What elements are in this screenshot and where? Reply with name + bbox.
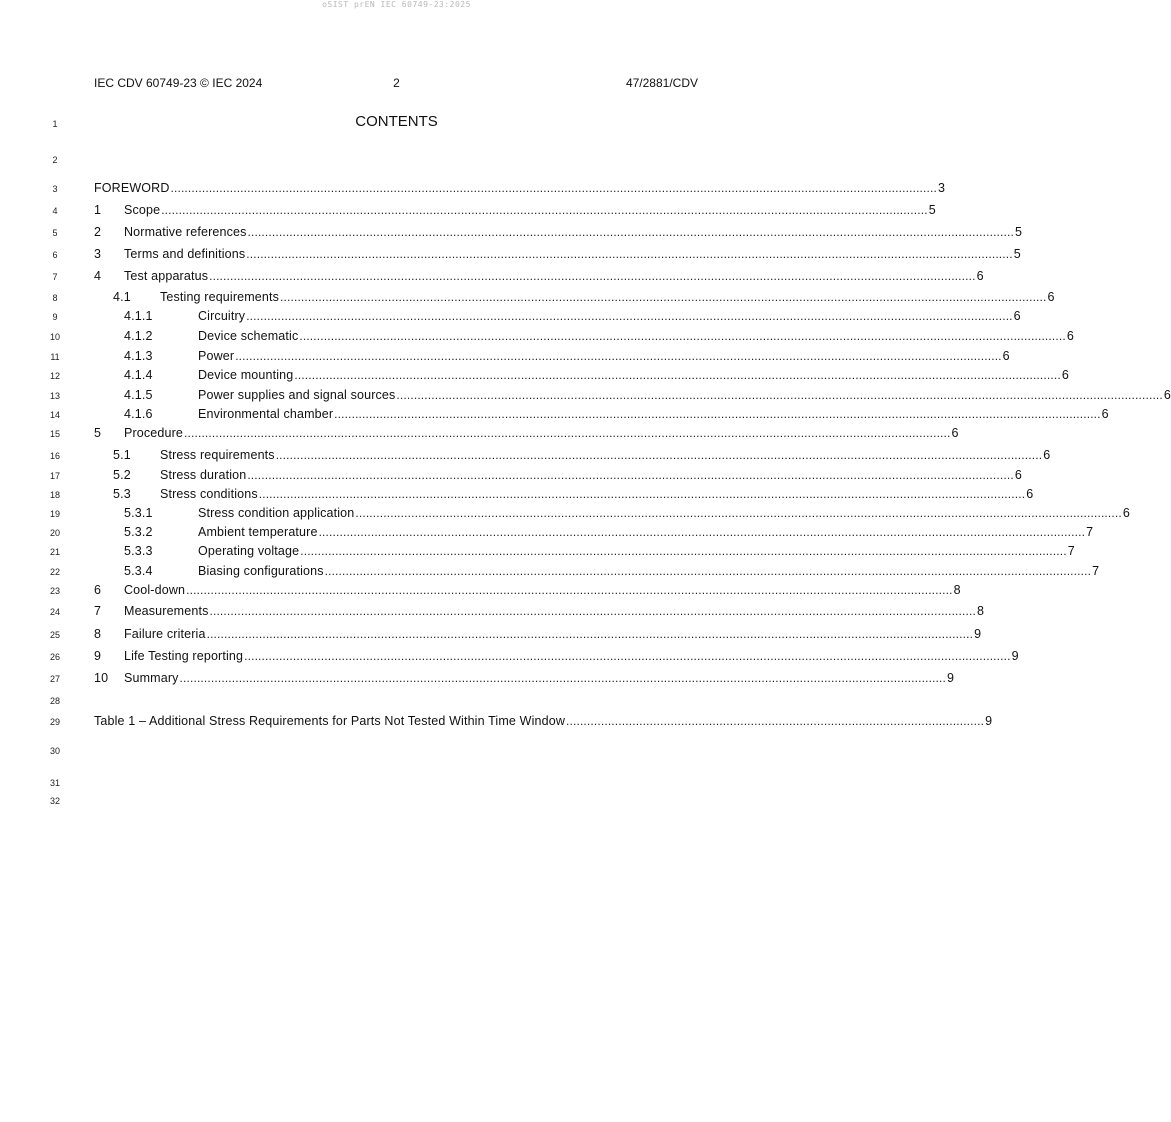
toc-entry-page: 6: [1002, 349, 1010, 363]
toc-entry-number: 4.1.1: [124, 309, 153, 323]
line-number: 6: [52, 250, 58, 260]
toc-entry-title: Procedure: [124, 426, 184, 440]
toc-entry-page: 8: [953, 583, 961, 597]
toc-entry-page: 6: [1014, 468, 1022, 482]
toc-entry-page: 6: [1122, 506, 1130, 520]
toc-entry-title: Device schematic: [198, 329, 299, 343]
toc-entry[interactable]: [94, 269, 984, 285]
line-number: 7: [52, 272, 58, 282]
toc-entry-number: 4.1.4: [124, 368, 153, 382]
toc-entry[interactable]: [124, 329, 1074, 345]
line-number: 32: [49, 796, 60, 806]
line-number: 1: [52, 119, 58, 129]
toc-dot-leader: ............................................................................................................................................................................................................................: [324, 564, 1092, 578]
header-document-code: 47/2881/CDV: [625, 76, 698, 90]
line-number: 5: [52, 228, 58, 238]
toc-entry[interactable]: [94, 181, 946, 197]
toc-entry[interactable]: [124, 525, 1094, 541]
page-title: CONTENTS: [355, 113, 438, 130]
toc-entry-title: Stress conditions: [160, 487, 258, 501]
toc-entry-page: 7: [1086, 525, 1094, 539]
toc-dot-leader: ............................................................................................................................................................................................................................: [280, 290, 1047, 304]
toc-entry[interactable]: [94, 203, 936, 219]
toc-dot-leader: ............................................................................................................................................................................................................................: [299, 329, 1066, 343]
line-number: 8: [52, 293, 58, 303]
line-number: 31: [49, 778, 60, 788]
toc-entry-number: 4.1.2: [124, 329, 153, 343]
toc-entry-page: 5: [1014, 225, 1023, 239]
toc-entry[interactable]: [124, 368, 1069, 384]
toc-entry-number: 5.3.3: [124, 544, 153, 558]
toc-entry-page: 5: [928, 203, 936, 217]
toc-entry-number: 5.2: [113, 468, 131, 482]
toc-entry-page: 6: [1061, 368, 1069, 382]
toc-entry-number: 10: [94, 671, 109, 685]
toc-dot-leader: ............................................................................................................................................................................................................................: [246, 309, 1013, 323]
header-page-number: 2: [393, 76, 400, 90]
line-number: 14: [49, 410, 60, 420]
line-number: 29: [49, 717, 60, 727]
toc-entry-page: 6: [1101, 407, 1109, 421]
toc-entry-title: Scope: [124, 203, 161, 217]
line-number: 13: [49, 391, 60, 401]
toc-entry-title: Normative references: [124, 225, 247, 239]
line-number: 21: [49, 547, 60, 557]
toc-entry-page: 9: [947, 671, 955, 685]
toc-entry-number: 1: [94, 203, 102, 217]
toc-dot-leader: ............................................................................................................................................................................................................................: [247, 225, 1014, 239]
toc-entry[interactable]: [94, 604, 985, 620]
toc-entry[interactable]: [94, 247, 1021, 263]
header-document-id: IEC CDV 60749-23 © IEC 2024: [94, 76, 263, 90]
toc-entry-title: Testing requirements: [160, 290, 280, 304]
toc-entry-number: 2: [94, 225, 102, 239]
line-number: 24: [49, 607, 60, 617]
toc-entry-number: 4.1: [113, 290, 131, 304]
toc-dot-leader: ............................................................................................................................................................................................................................: [355, 506, 1122, 520]
toc-entry-page: 7: [1092, 564, 1100, 578]
toc-dot-leader: ............................................................................................................................................................................................................................: [209, 604, 976, 618]
toc-entry-number: 3: [94, 247, 102, 261]
toc-entry-number: 4.1.6: [124, 407, 153, 421]
line-number: 16: [49, 451, 60, 461]
toc-entry[interactable]: [113, 487, 1034, 503]
toc-dot-leader: ........................................................................................................................: [566, 714, 985, 728]
toc-entry-title: Stress condition application: [198, 506, 355, 520]
toc-dot-leader: ............................................................................................................................................................................................................................: [209, 269, 976, 283]
line-number: 2: [52, 155, 58, 165]
line-number: 11: [50, 352, 60, 362]
toc-dot-leader: ............................................................................................................................................................................................................................: [258, 487, 1026, 501]
line-number: 19: [49, 509, 60, 519]
toc-dot-leader: ............................................................................................................................................................................................................................: [235, 349, 1002, 363]
toc-entry-title: FOREWORD: [94, 181, 170, 195]
toc-entry[interactable]: [124, 506, 1130, 522]
toc-entry-title: Test apparatus: [124, 269, 209, 283]
toc-entry-page: 6: [1047, 290, 1055, 304]
toc-entry-title: Power supplies and signal sources: [198, 388, 396, 402]
toc-dot-leader: ............................................................................................................................................................................................................................: [247, 468, 1014, 482]
toc-entry-title: Summary: [124, 671, 179, 685]
toc-entry-number: 5.3.4: [124, 564, 153, 578]
toc-entry-page: 9: [1011, 649, 1019, 663]
line-number: 15: [49, 429, 60, 439]
toc-entry-title: Stress requirements: [160, 448, 275, 462]
toc-entry-title: Ambient temperature: [198, 525, 318, 539]
toc-dot-leader: ............................................................................................................................................................................................................................: [184, 426, 951, 440]
toc-entry[interactable]: [124, 564, 1100, 580]
toc-entry-page: 7: [1067, 544, 1075, 558]
line-number: 23: [49, 586, 60, 596]
toc-dot-leader: ............................................................................................................................................................................................................................: [179, 671, 947, 685]
line-number: 12: [49, 371, 60, 381]
table-entry-page: 9: [985, 714, 993, 728]
toc-dot-leader: ............................................................................................................................................................................................................................: [186, 583, 953, 597]
toc-entry-number: 6: [94, 583, 102, 597]
toc-entry-page: 6: [1043, 448, 1051, 462]
line-number: 25: [49, 630, 60, 640]
toc-entry[interactable]: [94, 583, 961, 599]
toc-entry-title: Measurements: [124, 604, 209, 618]
line-number: 18: [49, 490, 60, 500]
toc-entry[interactable]: [124, 349, 1010, 365]
line-number: 27: [49, 674, 60, 684]
toc-dot-leader: ............................................................................................................................................................................................................................: [275, 448, 1043, 462]
toc-entry-page: 6: [1026, 487, 1034, 501]
toc-entry-page: 5: [1013, 247, 1021, 261]
line-number: 30: [49, 746, 60, 756]
toc-entry-page: 6: [1066, 329, 1074, 343]
toc-dot-leader: ............................................................................................................................................................................................................................: [318, 525, 1086, 539]
toc-entry[interactable]: [94, 225, 1023, 241]
toc-entry-title: Life Testing reporting: [124, 649, 244, 663]
toc-dot-leader: ............................................................................................................................................................................................................................: [170, 181, 937, 195]
toc-entry-page: 9: [974, 627, 982, 641]
toc-entry-title: Terms and definitions: [124, 247, 246, 261]
toc-entry-number: 4.1.3: [124, 349, 153, 363]
toc-dot-leader: ............................................................................................................................................................................................................................: [334, 407, 1101, 421]
toc-entry-title: Power: [198, 349, 235, 363]
toc-entry-number: 9: [94, 649, 102, 663]
line-number: 26: [49, 652, 60, 662]
toc-entry-title: Operating voltage: [198, 544, 300, 558]
line-number: 20: [49, 528, 60, 538]
line-number: 9: [52, 312, 58, 322]
toc-entry-title: Failure criteria: [124, 627, 206, 641]
toc-dot-leader: ............................................................................................................................................................................................................................: [396, 388, 1163, 402]
toc-entry[interactable]: [113, 290, 1055, 306]
line-number: 17: [49, 471, 60, 481]
toc-entry-page: 6: [1013, 309, 1021, 323]
toc-entry[interactable]: [124, 544, 1075, 560]
toc-entry-page: 3: [937, 181, 946, 195]
watermark: oSIST prEN IEC 60749-23:2025: [322, 0, 471, 9]
toc-entry-title: Circuitry: [198, 309, 246, 323]
line-number: 22: [49, 567, 60, 577]
toc-entry-number: 4.1.5: [124, 388, 153, 402]
toc-dot-leader: ............................................................................................................................................................................................................................: [294, 368, 1061, 382]
table-list-entry[interactable]: [94, 714, 993, 730]
toc-entry[interactable]: [124, 388, 1171, 404]
toc-dot-leader: ............................................................................................................................................................................................................................: [244, 649, 1011, 663]
toc-entry[interactable]: [94, 649, 1019, 665]
toc-dot-leader: ............................................................................................................................................................................................................................: [246, 247, 1013, 261]
toc-entry[interactable]: [94, 426, 959, 442]
toc-entry-number: 5.3.2: [124, 525, 153, 539]
toc-entry-number: 4: [94, 269, 102, 283]
toc-entry[interactable]: [124, 309, 1021, 325]
toc-entry-page: 6: [1163, 388, 1171, 402]
toc-entry-page: 6: [976, 269, 984, 283]
toc-entry-number: 5.3: [113, 487, 131, 501]
line-number: 28: [49, 696, 60, 706]
toc-entry-number: 7: [94, 604, 102, 618]
toc-entry[interactable]: [124, 407, 1109, 423]
toc-entry-page: 8: [976, 604, 985, 618]
toc-entry[interactable]: [94, 671, 955, 687]
toc-entry-number: 5: [94, 426, 102, 440]
toc-entry[interactable]: [94, 627, 982, 643]
line-number: 3: [52, 184, 58, 194]
toc-entry-title: Cool-down: [124, 583, 186, 597]
toc-entry-number: 8: [94, 627, 102, 641]
toc-dot-leader: ............................................................................................................................................................................................................................: [206, 627, 974, 641]
toc-entry[interactable]: [113, 448, 1051, 464]
toc-entry-title: Stress duration: [160, 468, 247, 482]
toc-entry[interactable]: [113, 468, 1022, 484]
line-number: 10: [49, 332, 60, 342]
toc-entry-title: Device mounting: [198, 368, 294, 382]
toc-dot-leader: ............................................................................................................................................................................................................................: [300, 544, 1067, 558]
toc-entry-number: 5.3.1: [124, 506, 153, 520]
line-number: 4: [52, 206, 58, 216]
table-entry-title: Table 1 – Additional Stress Requirements for Parts Not Tested Within Time Window: [94, 714, 566, 728]
toc-entry-title: Biasing configurations: [198, 564, 324, 578]
toc-entry-number: 5.1: [113, 448, 131, 462]
toc-entry-page: 6: [951, 426, 959, 440]
toc-entry-title: Environmental chamber: [198, 407, 334, 421]
toc-dot-leader: ............................................................................................................................................................................................................................: [161, 203, 928, 217]
